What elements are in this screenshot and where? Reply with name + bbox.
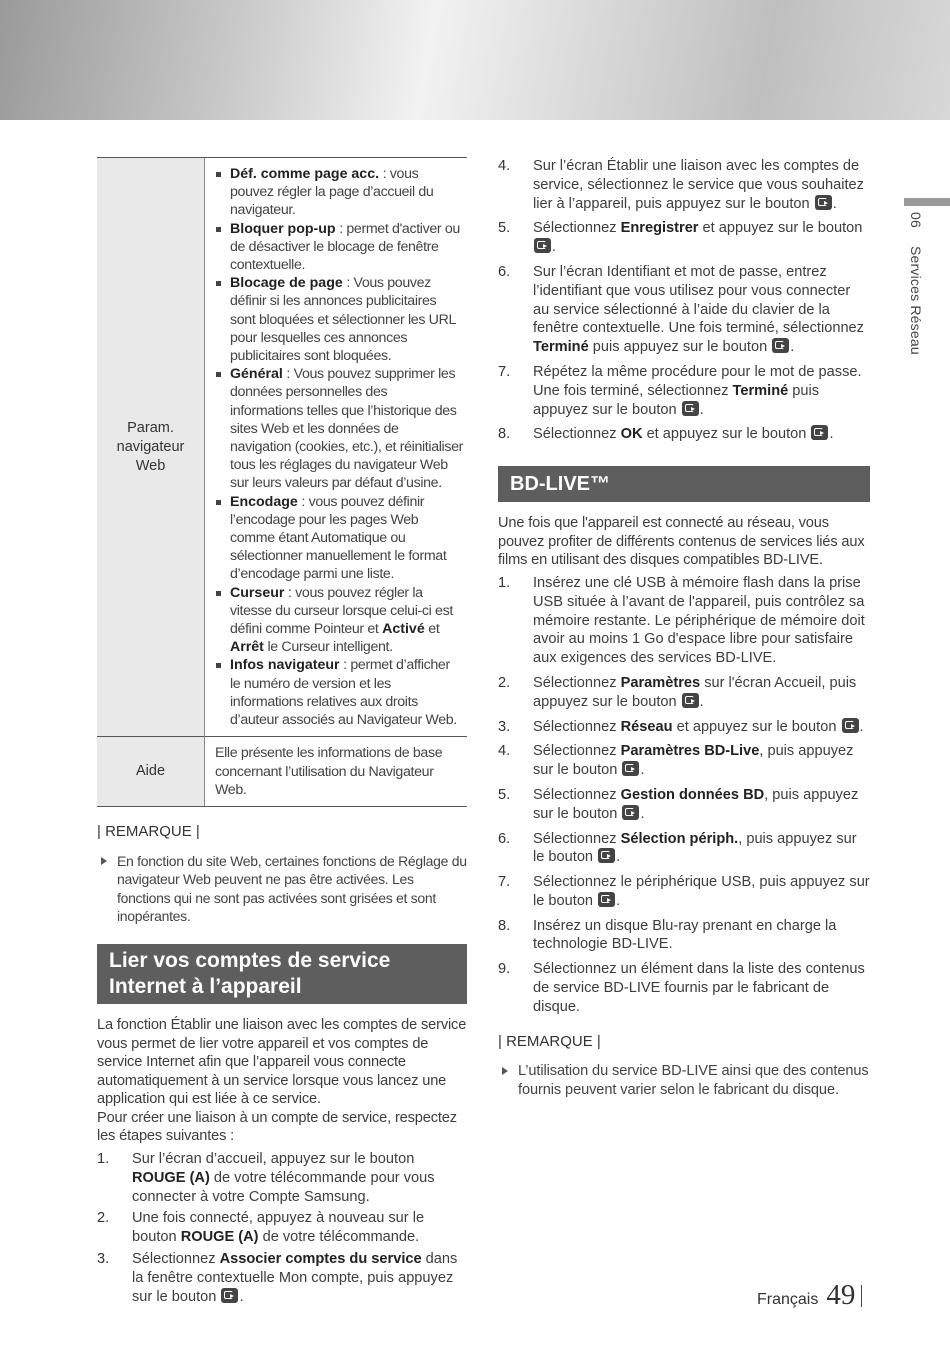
step-item — [97, 1150, 467, 1206]
left-column — [97, 157, 467, 1306]
step-item — [97, 1209, 467, 1247]
list-item — [215, 584, 463, 657]
remark-item: L’utilisation du service BD-LIVE ainsi que des contenus fournis peuvent varier selon le fabricant du disque. — [498, 1062, 870, 1101]
step-item — [498, 574, 870, 668]
step-item: 3. Sélectionnez Associer comptes du service dans la fenêtre contextuelle Mon compte, puis appuyez sur le bouton . — [97, 1251, 458, 1305]
term-desc: : permet d'activer ou de désactiver le blocage de fenêtre contextuelle. — [230, 220, 460, 274]
page-footer — [757, 1279, 862, 1312]
step-text: Sur l’écran Identifiant et mot de passe, entrez l’identifiant que vous utilisez pour vous connecter au service sélectionné à l’aide du clavier de la fenêtre contextuelle. Une fois terminé, sélectionnez — [533, 263, 864, 337]
step-item — [498, 960, 870, 1016]
heading-line: Internet à l’appareil — [109, 974, 302, 998]
step-number: 7. — [498, 363, 511, 380]
chapter-tab-label — [908, 212, 924, 369]
list-item — [215, 220, 463, 275]
step-text: , puis appuyez sur le bouton — [533, 743, 854, 779]
term: Curseur — [230, 584, 285, 601]
step-text: Sélectionnez — [533, 786, 621, 803]
step-number: 2. — [97, 1210, 110, 1227]
step-number: 6. — [498, 830, 511, 847]
list-item — [215, 365, 463, 492]
enter-button-icon — [682, 401, 699, 416]
term: Encodage — [230, 493, 298, 510]
enter-button-icon — [598, 848, 615, 863]
enter-button-icon — [842, 718, 859, 733]
footer-language: Français — [757, 1291, 819, 1308]
list-item — [215, 493, 463, 584]
row-content — [205, 158, 468, 737]
step-bold: Terminé — [732, 382, 789, 399]
step-number: 3. — [97, 1251, 110, 1268]
enter-button-icon — [622, 805, 639, 820]
term: Déf. comme page acc. — [230, 166, 380, 182]
step-number: 5. — [498, 220, 511, 237]
remark-title: | REMARQUE | — [97, 822, 200, 840]
step-text: Sur l’écran Établir une liaison avec les comptes de service, sélectionnez le service que vous souhaitez lier à l’appareil, puis appuyez sur le bouton — [533, 158, 864, 212]
step-item: 8. Sélectionnez OK et appuyez sur le bouton . — [498, 426, 834, 443]
heading-line: Lier vos comptes de service — [109, 948, 391, 972]
chapter-tab-marker — [904, 198, 950, 206]
footer-divider — [861, 1285, 862, 1307]
step-text: Sélectionnez — [533, 830, 621, 847]
step-text: et appuyez sur le bouton — [642, 426, 811, 443]
step-text: puis appuyez sur le bouton — [533, 382, 820, 418]
term-desc: : Vous pouvez définir si les annonces publicitaires sont bloquées et sélectionner les URL pour lesquelles ces annonces publicitaires sont bloquées. — [230, 275, 456, 365]
step-item: 2. Sélectionnez Paramètres sur l'écran Accueil, puis appuyez sur le bouton . — [498, 674, 857, 710]
step-text: Sélectionnez — [533, 674, 621, 691]
enter-button-icon — [534, 238, 551, 253]
step-number: 4. — [498, 158, 511, 174]
enter-button-icon — [682, 693, 699, 708]
step-item: 6. Sur l’écran Identifiant et mot de passe, entrez l’identifiant que vous utilisez pour vous connecter au service sélectionné à l’aide du clavier de la fenêtre contextuelle. Une fois terminé, sélectionnez Terminé puis appuyez sur le bouton . — [498, 263, 864, 356]
step-number: 7. — [498, 874, 511, 891]
step-item: 3. Sélectionnez Réseau et appuyez sur le bouton . — [498, 718, 864, 735]
step-bold: ROUGE (A) — [180, 1229, 259, 1246]
step-text: Sélectionnez — [533, 743, 621, 760]
step-number: 1. — [498, 574, 511, 591]
step-text: , puis appuyez sur le bouton — [533, 786, 859, 822]
enter-button-icon — [811, 425, 828, 440]
step-item: 6. Sélectionnez Sélection périph., puis appuyez sur le bouton . — [498, 830, 857, 866]
steps-list — [97, 1150, 467, 1306]
list-item — [215, 274, 463, 365]
header-banner — [0, 0, 950, 120]
step-text: de votre télécommande pour vous connecter à votre Compte Samsung. — [132, 1169, 435, 1205]
step-text: Sur l’écran d’accueil, appuyez sur le bouton — [132, 1151, 415, 1168]
step-item — [498, 917, 870, 955]
step-item: 4. Sur l’écran Établir une liaison avec les comptes de service, sélectionnez le service que vous souhaitez lier à l’appareil, puis appuyez sur le bouton . — [498, 158, 864, 212]
step-text: puis appuyez sur le bouton — [588, 339, 772, 356]
intro-paragraph: La fonction Établir une liaison avec les comptes de service vous permet de lier votre appareil et vos comptes de service Internet afin que l’appareil vous connecte automatiquement à un service lorsque vous lancez une application qui est liée à ce service. — [97, 1016, 467, 1108]
step-text: sur l'écran Accueil, puis appuyez sur le bouton — [533, 674, 857, 710]
step-text: Insérez un disque Blu-ray prenant en charge la technologie BD-LIVE. — [533, 917, 837, 953]
step-text: Insérez une clé USB à mémoire flash dans la prise USB située à l’avant de l'appareil, puis contrôlez sa mémoire restante. Le périphérique de mémoire doit avoir au moins 1 Go d'espace libre pour satisfaire aux exigences des services BD-LIVE. — [533, 574, 865, 667]
step-text: Sélectionnez — [533, 220, 621, 237]
step-number: 1. — [97, 1151, 110, 1168]
term: Général — [230, 366, 283, 383]
step-number: 2. — [498, 674, 511, 691]
browser-settings-table — [97, 157, 467, 807]
step-bold: Paramètres BD-Live — [620, 743, 760, 760]
term: Infos navigateur — [230, 657, 340, 674]
step-bold: Gestion données BD — [620, 786, 765, 803]
step-bold: Paramètres — [620, 674, 701, 691]
intro-paragraph: Une fois que l'appareil est connecté au réseau, vous pouvez profiter de différents contenus de services liés aux films en utilisant des disques compatibles BD-LIVE. — [498, 515, 865, 569]
step-number: 8. — [498, 917, 511, 934]
step-text: dans la fenêtre contextuelle Mon compte, puis appuyez sur le bouton — [132, 1251, 458, 1305]
page-number: 49 — [826, 1279, 856, 1311]
step-bold: ROUGE (A) — [132, 1169, 210, 1186]
list-item — [215, 656, 463, 729]
step-item: 5. Sélectionnez Gestion données BD, puis appuyez sur le bouton . — [498, 786, 859, 822]
term: Bloquer pop-up — [230, 220, 336, 237]
step-text: Répétez la même procédure pour le mot de passe. Une fois terminé, sélectionnez — [533, 363, 862, 399]
term-desc: : permet d’afficher le numéro de version et les informations relatives aux droits d’auteur associés au Navigateur Web. — [230, 657, 457, 729]
chapter-number: 06 — [908, 212, 924, 228]
section-heading: BD-LIVE™ — [498, 466, 870, 502]
step-bold: Enregistrer — [620, 220, 699, 237]
enter-button-icon — [221, 1288, 238, 1303]
step-text: et appuyez sur le bouton — [672, 718, 841, 735]
enter-button-icon — [598, 892, 615, 907]
term-desc: : vous pouvez régler la page d’accueil du navigateur. — [230, 166, 434, 219]
step-bold: Terminé — [533, 339, 589, 356]
list-item — [215, 165, 463, 220]
remark-item: En fonction du site Web, certaines fonctions de Réglage du navigateur Web peuvent ne pas être activées. Les fonctions qui ne sont pas activées sont grisées et sont inopérantes. — [97, 852, 467, 926]
enter-button-icon — [815, 195, 832, 210]
step-bold: Sélection périph. — [620, 830, 739, 847]
steps-list — [498, 157, 870, 444]
step-item: 7. Répétez la même procédure pour le mot de passe. Une fois terminé, sélectionnez Terminé puis appuyez sur le bouton . — [498, 363, 862, 418]
step-bold: Associer comptes du service — [219, 1251, 422, 1268]
term: Blocage de page — [230, 275, 343, 292]
term-desc: : vous pouvez définir l’encodage pour les pages Web comme étant Automatique ou sélectionner manuellement le format d’encodage parmi une liste. — [230, 493, 447, 583]
step-text: , puis appuyez sur le bouton — [533, 830, 857, 866]
steps-list — [498, 574, 870, 1017]
term-desc: et — [424, 621, 440, 638]
step-text: Une fois connecté, appuyez à nouveau sur le bouton — [132, 1210, 425, 1246]
step-text: Sélectionnez — [132, 1251, 220, 1268]
term: Activé — [382, 621, 425, 638]
table-row — [97, 158, 467, 737]
section-heading — [97, 944, 467, 1004]
row-label: Param. navigateur Web — [97, 158, 205, 737]
term-desc: le Curseur intelligent. — [263, 639, 393, 656]
row-content: Elle présente les informations de base concernant l’utilisation du Navigateur Web. — [205, 737, 468, 807]
remark-title: | REMARQUE | — [498, 1032, 601, 1050]
step-text: Sélectionnez un élément dans la liste des contenus de service BD-LIVE fournis par le fabricant de disque. — [533, 961, 865, 1015]
step-number: 3. — [498, 718, 511, 735]
table-row — [97, 737, 467, 807]
step-number: 9. — [498, 961, 511, 978]
step-item: 7. Sélectionnez le périphérique USB, puis appuyez sur le bouton . — [498, 874, 870, 909]
step-number: 8. — [498, 426, 511, 443]
step-number: 5. — [498, 786, 511, 803]
step-bold: Réseau — [620, 718, 673, 735]
step-bold: OK — [620, 426, 643, 443]
step-number: 6. — [498, 263, 511, 280]
step-text: Sélectionnez — [533, 718, 621, 735]
step-text: Sélectionnez — [533, 426, 621, 443]
right-column — [498, 157, 870, 1101]
term: Arrêt — [230, 639, 264, 656]
row-label: Aide — [97, 737, 205, 807]
step-text: Sélectionnez le périphérique USB, puis appuyez sur le bouton — [533, 874, 870, 909]
intro-paragraph: Pour créer une liaison à un compte de service, respectez les étapes suivantes : — [97, 1109, 457, 1145]
enter-button-icon — [772, 338, 789, 353]
step-text: de votre télécommande. — [258, 1229, 420, 1246]
option-list — [215, 165, 463, 729]
step-item: 5. Sélectionnez Enregistrer et appuyez sur le bouton . — [498, 220, 863, 256]
step-number: 4. — [498, 743, 511, 760]
chapter-title: Services Réseau — [908, 246, 924, 355]
enter-button-icon — [622, 761, 639, 776]
step-text: et appuyez sur le bouton — [698, 220, 863, 237]
term-desc: : Vous pouvez supprimer les données personnelles des informations telles que l’historique des sites Web et les données de navigation (cookies, etc.), et réinitialiser tous les réglages du navigateur Web sur leurs valeurs par défaut d’usine. — [230, 366, 463, 492]
step-item: 4. Sélectionnez Paramètres BD-Live, puis appuyez sur le bouton . — [498, 743, 854, 779]
term-desc: : vous pouvez régler la vitesse du curseur lorsque celui-ci est défini comme Pointeur et — [230, 584, 453, 638]
